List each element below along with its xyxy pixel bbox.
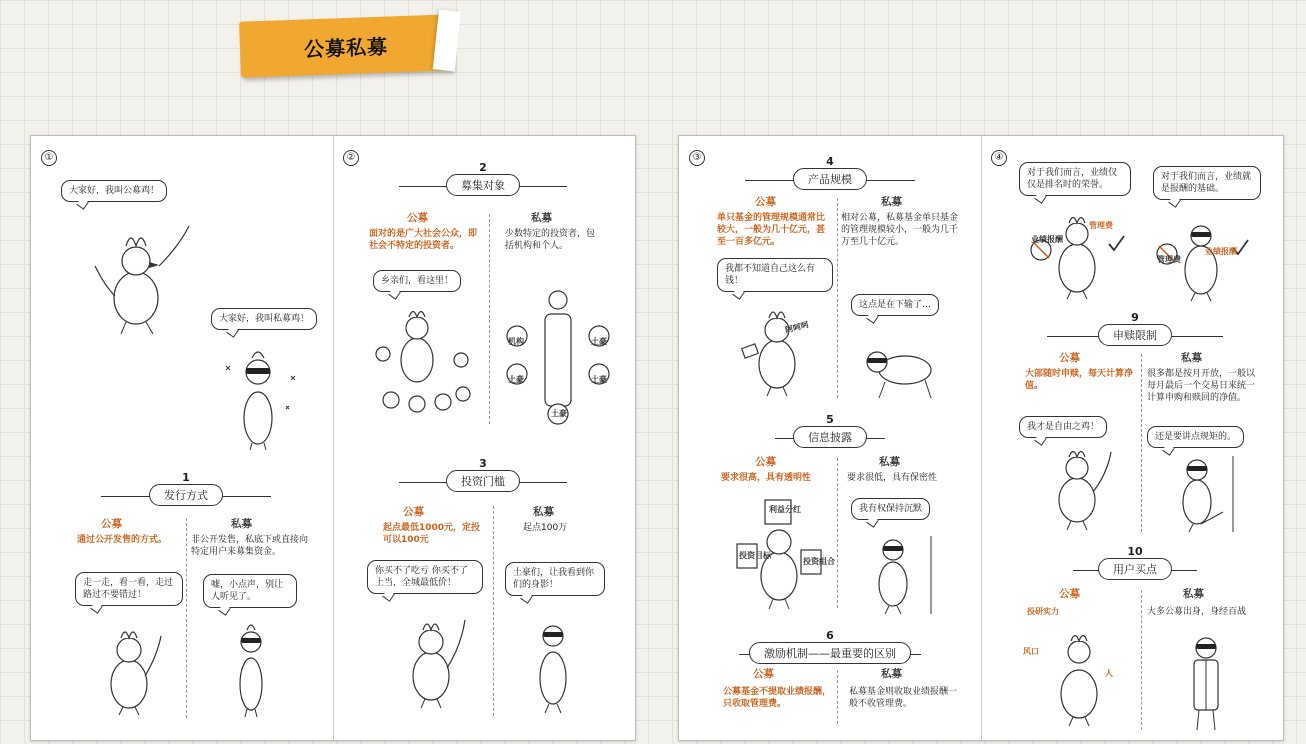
sound-effect: 阿呵呵 bbox=[784, 320, 810, 335]
page-number: ③ bbox=[689, 150, 705, 166]
section-number: 6 bbox=[826, 629, 834, 642]
private-heading: 私募 bbox=[1181, 352, 1202, 364]
tag-label: 管理费 bbox=[1157, 255, 1181, 264]
tag-label: 投资组合 bbox=[803, 557, 835, 566]
public-chicken-illustration bbox=[91, 616, 171, 716]
public-description: 单只基金的管理规模通常比较大，一般为几十亿元，甚至一百多亿元。 bbox=[717, 213, 826, 247]
private-description: 要求很低，具有保密性 bbox=[847, 473, 938, 483]
public-heading: 公募 bbox=[1059, 588, 1080, 600]
private-description: 少数特定的投资者，包括机构和个人。 bbox=[505, 229, 596, 251]
tag-label: 土豪 bbox=[508, 375, 524, 384]
right-spread bbox=[678, 135, 1284, 741]
section-number: 1 bbox=[182, 471, 190, 484]
speech-bubble: 嘘，小点声，别让人听见了。 bbox=[203, 574, 297, 608]
speech-bubble: 对于我们而言，业绩就是报酬的基础。 bbox=[1153, 166, 1261, 200]
section-title: 发行方式 bbox=[149, 484, 223, 506]
page-1 bbox=[31, 136, 333, 740]
section-title: 激励机制——最重要的区别 bbox=[749, 642, 911, 664]
private-description: 起点100万 bbox=[523, 523, 568, 533]
tag-label: 土豪 bbox=[551, 409, 567, 418]
section-number: 5 bbox=[826, 413, 834, 426]
speech-bubble: 还是要讲点规矩的。 bbox=[1147, 426, 1244, 448]
tag-label: 投资目标 bbox=[739, 551, 771, 560]
private-heading: 私募 bbox=[881, 196, 902, 208]
private-chicken-illustration bbox=[523, 614, 583, 714]
private-heading: 私募 bbox=[879, 456, 900, 468]
column-separator bbox=[1141, 590, 1142, 730]
section-title: 募集对象 bbox=[446, 174, 520, 196]
private-heading: 私募 bbox=[231, 518, 252, 530]
speech-bubble: 走一走，看一看，走过路过不要错过！ bbox=[75, 572, 183, 606]
column-separator bbox=[489, 214, 490, 424]
column-separator bbox=[837, 198, 838, 398]
page-2 bbox=[333, 136, 635, 740]
public-description: 要求很高，具有透明性 bbox=[721, 473, 812, 483]
private-chicken-illustration bbox=[855, 332, 945, 402]
public-chicken-illustration bbox=[1029, 210, 1129, 300]
public-heading: 公募 bbox=[403, 506, 424, 518]
section-title: 投资门槛 bbox=[446, 470, 520, 492]
tag-label: 土豪 bbox=[591, 337, 607, 346]
private-chicken-illustration bbox=[216, 346, 306, 451]
speech-bubble: 大家好，我叫公募鸡！ bbox=[61, 180, 167, 202]
private-heading: 私募 bbox=[531, 212, 552, 224]
section-title: 申赎限制 bbox=[1098, 324, 1172, 346]
private-chicken-illustration bbox=[221, 618, 281, 718]
section-1-header bbox=[101, 472, 271, 506]
section-title: 信息披露 bbox=[793, 426, 867, 448]
private-chicken-illustration bbox=[859, 530, 939, 615]
section-number: 10 bbox=[1127, 545, 1143, 558]
page-3 bbox=[679, 136, 981, 740]
speech-bubble: 土豪们，让我看到你们的身影！ bbox=[505, 562, 605, 596]
public-heading: 公募 bbox=[101, 518, 122, 530]
public-description: 面对的是广大社会公众，即社会不特定的投资者。 bbox=[369, 229, 478, 251]
private-description: 私募基金则收取业绩报酬一般不收管理费。 bbox=[849, 687, 958, 709]
column-separator bbox=[837, 670, 838, 724]
public-heading: 公募 bbox=[1059, 352, 1080, 364]
speech-bubble: 乡亲们，看这里！ bbox=[373, 270, 461, 292]
column-separator bbox=[1141, 354, 1142, 532]
speech-bubble: 我都不知道自己这么有钱！ bbox=[717, 258, 833, 292]
speech-bubble: 这点是在下输了… bbox=[851, 294, 939, 316]
page-number: ② bbox=[343, 150, 359, 166]
section-4-header bbox=[745, 156, 915, 190]
section-number: 2 bbox=[479, 161, 487, 174]
banner-title: 公募私募 bbox=[303, 34, 389, 61]
public-chicken-illustration bbox=[81, 216, 201, 336]
section-number: 3 bbox=[479, 457, 487, 470]
page-number: ④ bbox=[991, 150, 1007, 166]
private-description: 非公开发售，私底下或直接向特定用户来募集资金。 bbox=[191, 535, 309, 557]
section-number: 4 bbox=[826, 155, 834, 168]
tag-label: 业绩报酬 bbox=[1205, 247, 1237, 256]
private-heading: 私募 bbox=[1183, 588, 1204, 600]
public-heading: 公募 bbox=[753, 668, 774, 680]
private-description: 相对公募，私募基金单只基金的管理规模较小，一般为几千万至几十亿元。 bbox=[841, 213, 959, 247]
tag-label: 风口 bbox=[1023, 647, 1039, 656]
public-description: 公募基金不提取业绩报酬，只收取管理费。 bbox=[723, 687, 832, 709]
section-2-header bbox=[399, 162, 567, 196]
page-number: ① bbox=[41, 150, 57, 166]
public-heading: 公募 bbox=[407, 212, 428, 224]
private-heading: 私募 bbox=[533, 506, 554, 518]
section-9-header bbox=[1047, 312, 1223, 346]
section-title: 用户买点 bbox=[1098, 558, 1172, 580]
column-separator bbox=[493, 506, 494, 716]
section-5-header bbox=[775, 414, 885, 448]
public-chicken-illustration bbox=[1041, 618, 1121, 728]
section-number: 9 bbox=[1131, 311, 1139, 324]
public-heading: 公募 bbox=[755, 196, 776, 208]
speech-bubble: 你买不了吃亏 你买不了上当，全城最低价！ bbox=[367, 560, 483, 594]
tag-label: 投研实力 bbox=[1027, 607, 1059, 616]
tag-label: 人 bbox=[1105, 669, 1113, 678]
section-3-header bbox=[399, 458, 567, 492]
speech-bubble: 我有权保持沉默 bbox=[851, 498, 930, 520]
column-separator bbox=[186, 518, 187, 718]
private-chicken-illustration bbox=[1163, 452, 1243, 532]
private-suited-chicken-illustration bbox=[1181, 632, 1231, 732]
crowd-illustration bbox=[373, 304, 483, 424]
public-description: 通过公开发售的方式。 bbox=[77, 535, 168, 545]
section-6-header bbox=[739, 630, 921, 664]
column-separator bbox=[837, 458, 838, 608]
tag-label: 业绩报酬 bbox=[1031, 235, 1063, 244]
private-description: 大多公募出身，身经百战 bbox=[1147, 607, 1247, 617]
private-investor-illustration bbox=[503, 286, 613, 426]
tag-label: 利益分红 bbox=[769, 505, 801, 514]
page-4 bbox=[981, 136, 1283, 740]
public-description: 大部随时申赎，每天计算净值。 bbox=[1025, 369, 1134, 391]
public-heading: 公募 bbox=[755, 456, 776, 468]
tag-label: 管理费 bbox=[1089, 221, 1113, 230]
tag-label: 土豪 bbox=[591, 375, 607, 384]
section-title: 产品规模 bbox=[793, 168, 867, 190]
private-description: 很多都是按月开放，一般以每月最后一个交易日来统一计算申购和赎回的净值。 bbox=[1147, 369, 1256, 403]
public-chicken-illustration bbox=[739, 302, 819, 397]
tag-label: 机构 bbox=[508, 337, 524, 346]
left-spread bbox=[30, 135, 636, 741]
section-banner bbox=[239, 14, 453, 77]
section-10-header bbox=[1073, 546, 1197, 580]
speech-bubble: 大家好，我叫私募鸡！ bbox=[211, 308, 317, 330]
public-description: 起点最低1000元，定投可以100元 bbox=[383, 523, 481, 545]
private-heading: 私募 bbox=[881, 668, 902, 680]
speech-bubble: 我才是自由之鸡！ bbox=[1019, 416, 1107, 438]
public-chicken-illustration bbox=[1039, 446, 1119, 531]
public-chicken-illustration bbox=[393, 610, 473, 710]
speech-bubble: 对于我们而言，业绩仅仅是排名时的荣誉。 bbox=[1019, 162, 1131, 196]
